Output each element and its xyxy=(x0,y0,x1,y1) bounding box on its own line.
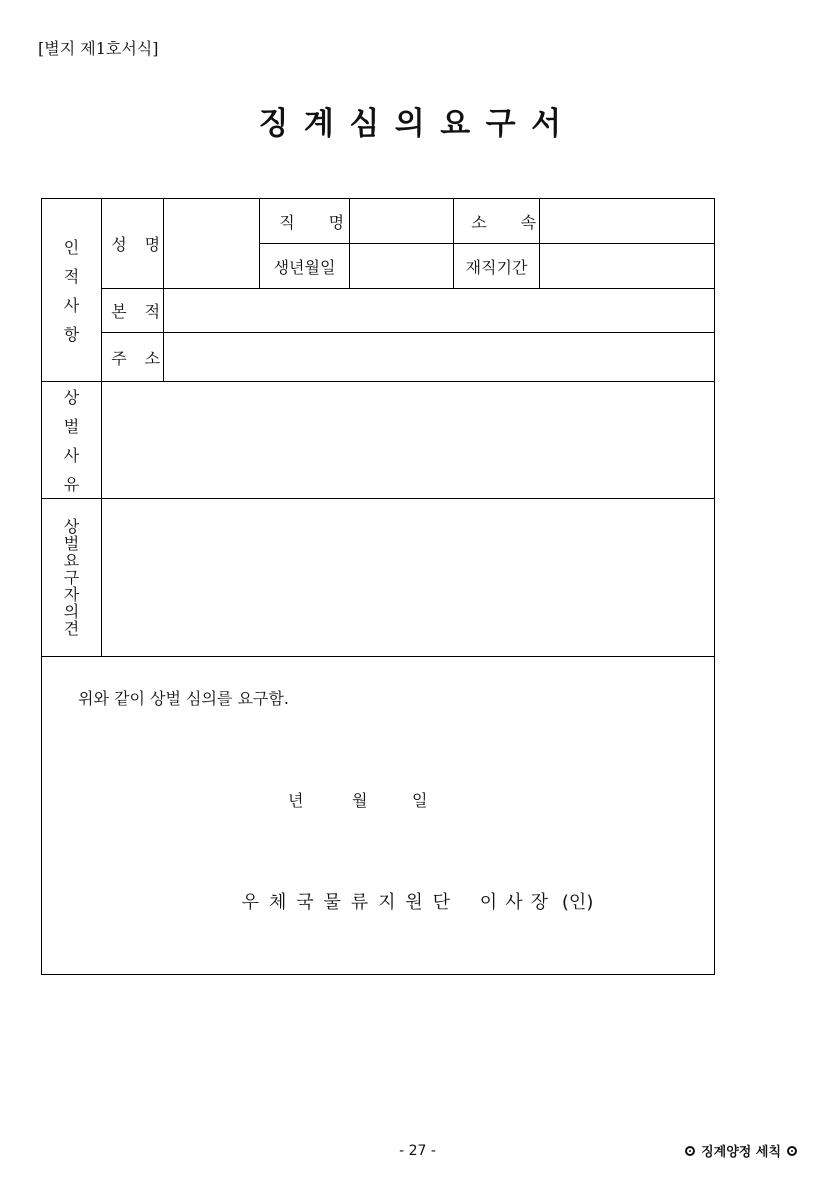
reason-label-char: 상 xyxy=(63,388,80,407)
reason-label-char: 유 xyxy=(63,475,80,494)
disciplinary-form-table xyxy=(41,198,715,975)
tenure-label: 재직기간 xyxy=(465,257,528,277)
reason-label xyxy=(42,382,101,498)
opinion-label-char: 의 xyxy=(63,602,80,621)
footer-doc-title xyxy=(685,1141,797,1160)
address-field[interactable] xyxy=(164,333,715,381)
signer-organization: 우체국물류지원단 xyxy=(241,892,460,913)
requester-opinion-field[interactable] xyxy=(102,499,715,656)
circle-bullet-icon xyxy=(685,1146,695,1156)
domicile-label: 본 적 xyxy=(111,302,167,321)
signer-line xyxy=(0,888,835,914)
date-day: 일 xyxy=(412,791,428,810)
birth-date-label: 생년월일 xyxy=(273,257,336,277)
domicile-field[interactable] xyxy=(164,289,715,332)
reason-label-char: 벌 xyxy=(63,417,80,436)
name-label: 성 명 xyxy=(111,235,167,254)
signer-position: 이사장 xyxy=(479,892,557,913)
name-field[interactable] xyxy=(164,199,259,288)
personal-label-char: 적 xyxy=(63,267,80,286)
seal-mark: (인) xyxy=(561,892,594,913)
address-label: 주 소 xyxy=(111,348,167,368)
page-number: - 27 - xyxy=(399,1143,436,1159)
document-title: 징계심의요구서 xyxy=(258,106,577,142)
footer-doc-title-text: 징계양정 세칙 xyxy=(701,1145,781,1160)
personal-label-char: 사 xyxy=(63,296,80,315)
request-date xyxy=(288,788,427,811)
request-statement: 위와 같이 상벌 심의를 요구함. xyxy=(78,689,289,708)
opinion-label-char: 견 xyxy=(63,619,80,638)
birth-date-field[interactable] xyxy=(350,244,453,288)
date-month: 월 xyxy=(352,791,368,810)
position-field[interactable] xyxy=(350,199,453,243)
reason-field[interactable] xyxy=(102,382,715,498)
personal-label-char: 항 xyxy=(63,325,80,344)
department-field[interactable] xyxy=(540,199,715,243)
form-label: [별지 제1호서식] xyxy=(38,39,159,58)
personal-label-char: 인 xyxy=(63,238,80,257)
opinion-label-char: 벌 xyxy=(63,534,80,553)
date-year: 년 xyxy=(288,791,304,810)
position-label: 직 명 xyxy=(279,212,359,232)
opinion-label-char: 구 xyxy=(63,568,80,587)
reason-label-char: 사 xyxy=(63,446,80,465)
opinion-label-char: 요 xyxy=(63,551,80,570)
requester-opinion-label xyxy=(42,499,101,656)
department-label: 소 속 xyxy=(471,212,551,232)
circle-bullet-icon xyxy=(787,1146,797,1156)
personal-info-section-label xyxy=(42,199,101,381)
opinion-label-char: 상 xyxy=(63,517,80,536)
tenure-field[interactable] xyxy=(540,244,715,288)
opinion-label-char: 자 xyxy=(63,585,80,604)
